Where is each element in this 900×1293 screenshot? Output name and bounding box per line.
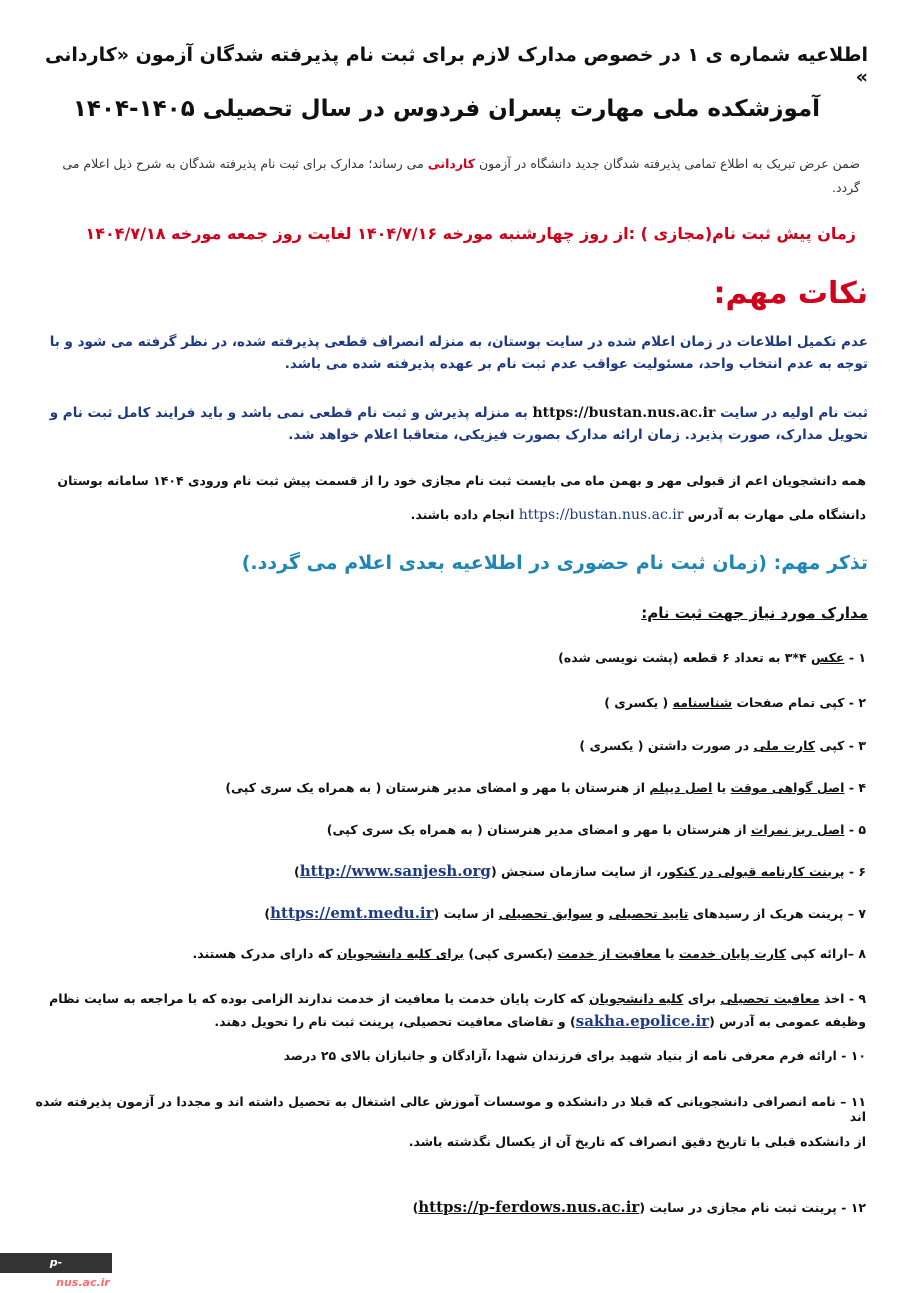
sakha-link[interactable]: sakha.epolice.ir <box>575 1012 710 1030</box>
item-key: تایید تحصیلی <box>608 906 689 921</box>
note-2-text: ثبت نام اولیه در سایت <box>720 405 868 421</box>
intro-text: ضمن عرض تبریک به اطلاع تمامی پذیرفته شدگان جدید دانشگاه در آزمون <box>474 156 860 171</box>
item-key: کلیه دانشجویان <box>589 991 684 1006</box>
item-text: ۵ - <box>848 822 866 837</box>
item-key: اصل ریز نمرات <box>750 822 845 837</box>
intro-text-end: می رساند؛ مدارک برای ثبت نام پذیرفته شدگان به شرح ذیل اعلام می گردد. <box>62 156 860 195</box>
note-1: عدم تکمیل اطلاعات در زمان اعلام شده در سایت بوستان، به منزله انصراف قطعی پذیرفته شده، در نظر گرفته می شود و با توجه به عدم انتخاب واحد، مسئولیت عواقب عدم ثبت نام بر عهده پذیرفته شده می باشد. <box>49 334 868 372</box>
doc-item-10: ۱۰ - ارائه فرم معرفی نامه از بنیاد شهید برای فرزندان شهدا ،آزادگان و جانبازان بالای ۲۵ درصد <box>283 1048 866 1063</box>
doc-item-9 <box>32 988 866 1033</box>
item-number: ۱ - <box>848 650 866 665</box>
footer-domain-accent: nus.ac.ir <box>56 1276 110 1289</box>
doc-item-12 <box>32 1198 866 1216</box>
item-text: ) و تقاضای معافیت تحصیلی، پرینت ثبت نام را تحویل دهند. <box>214 1014 576 1029</box>
bustan-link-2[interactable]: https://bustan.nus.ac.ir <box>518 507 684 523</box>
item-text: ( یکسری ) <box>604 695 669 710</box>
item-text: یا <box>716 780 727 795</box>
item-key: معافیت از خدمت <box>557 946 661 961</box>
item-text: ) <box>294 864 300 879</box>
doc-item-8 <box>32 946 866 961</box>
item-text: از سایت ( <box>433 906 495 921</box>
item-key: سوابق تحصیلی <box>498 906 593 921</box>
note-3-text: همه دانشجویان اعم از قبولی مهر و بهمن ماه می بایست ثبت نام مجازی خود را از قسمت پیش ثبت نام ورودی ۱۴۰۴ سامانه بوستان دانشگاه ملی مهارت به آدرس <box>57 473 866 522</box>
ferdows-link[interactable]: https://p-ferdows.nus.ac.ir <box>418 1198 640 1216</box>
item-text: از هنرستان با مهر و امضای مدیر هنرستان ( به همراه یک سری کپی) <box>225 780 646 795</box>
item-text: و <box>596 906 605 921</box>
item-key: معافیت تحصیلی <box>720 991 820 1006</box>
doc-item-11-cont: از دانشکده قبلی با تاریخ دقیق انصراف که تاریخ آن از یکسال نگذشته باشد. <box>408 1134 866 1149</box>
item-text: برای <box>687 991 716 1006</box>
bustan-link[interactable]: https://bustan.nus.ac.ir <box>532 405 716 421</box>
item-text: ۸ –ارائه کپی <box>790 946 866 961</box>
item-key: اصل گواهی موقت <box>730 780 845 795</box>
item-key: پرینت کارنامه قبولی در کنکور <box>660 864 845 879</box>
documents-heading: مدارک مورد نیاز جهت ثبت نام: <box>641 604 868 622</box>
footer-domain: p-ferdows. <box>2 1256 63 1289</box>
reminder: تذکر مهم: (زمان ثبت نام حضوری در اطلاعیه بعدی اعلام می گردد.) <box>241 552 868 574</box>
doc-item-5 <box>32 822 866 837</box>
doc-item-2 <box>32 695 866 710</box>
item-text: یا <box>665 946 675 961</box>
item-text: ) <box>412 1200 419 1215</box>
item-key: کارت پایان خدمت <box>678 946 786 961</box>
footer-watermark <box>0 1253 112 1289</box>
item-text: که دارای مدرک هستند. <box>192 946 333 961</box>
item-key: برای کلیه دانشجویان <box>336 946 464 961</box>
doc-item-11: ۱۱ – نامه انصرافی دانشجویانی که قبلا در دانشکده و موسسات آموزش عالی اشتغال به تحصیل داشته اند و مجددا در آزمون پذیرفته شده اند <box>35 1094 866 1124</box>
item-key: شناسنامه <box>672 695 733 710</box>
doc-item-3 <box>32 738 866 753</box>
item-text: ، از سایت سازمان سنجش ( <box>490 864 661 879</box>
note-3-text-end: انجام داده باشند. <box>410 507 515 522</box>
intro-paragraph <box>32 152 860 200</box>
item-text: ۶ - <box>848 864 866 879</box>
item-text: ۱۲ - پرینت ثبت نام مجازی در سایت ( <box>639 1200 866 1215</box>
doc-item-6 <box>32 862 866 880</box>
emt-link[interactable]: https://emt.medu.ir <box>270 904 434 922</box>
item-key: عکس <box>810 650 845 665</box>
item-key: اصل دیپلم <box>649 780 713 795</box>
item-text: که کارت پایان خدمت یا معافیت از خدمت ندارند الزامی بوده که با مراجعه به سایت نظام وظیفه عمومی به آدرس ( <box>49 991 866 1029</box>
doc-item-1 <box>32 650 866 665</box>
item-text: ) <box>264 906 271 921</box>
note-3 <box>32 464 866 532</box>
note-2 <box>32 402 868 446</box>
note-2-text-end: به منزله پذیرش و ثبت نام قطعی نمی باشد و باید فرایند کامل ثبت نام و تحویل مدارک، صورت پذیرد. زمان ارائه مدارک بصورت فیزیکی، متعاقبا اعلام خواهد شد. <box>49 405 868 443</box>
institute-title: آموزشکده ملی مهارت پسران فردوس در سال تحصیلی ۱۴۰۵-۱۴۰۴ <box>72 96 820 122</box>
intro-highlight: کاردانی <box>427 156 475 171</box>
item-key: کارت ملی <box>753 738 816 753</box>
item-text: از هنرستان با مهر و امضای مدیر هنرستان ( به همراه یک سری کپی) <box>326 822 747 837</box>
item-text: (یکسری کپی) <box>468 946 554 961</box>
item-text: ۹ - اخذ <box>823 991 866 1006</box>
notes-heading: نکات مهم: <box>713 276 868 311</box>
doc-item-7 <box>32 904 866 922</box>
doc-item-4 <box>32 780 866 795</box>
item-text: ۷ – پرینت هریک از رسیدهای <box>692 906 866 921</box>
item-text: ۴*۳ به تعداد ۶ قطعه (پشت نویسی شده) <box>558 650 807 665</box>
sanjesh-link[interactable]: http://www.sanjesh.org <box>299 862 491 880</box>
item-text: در صورت داشتن ( یکسری ) <box>579 738 750 753</box>
item-text: ۲ - کپی تمام صفحات <box>736 695 866 710</box>
announcement-title: اطلاعیه شماره ی ۱ در خصوص مدارک لازم برای ثبت نام پذیرفته شدگان آزمون «کاردانی » <box>45 44 868 88</box>
item-text: ۴ - <box>848 780 866 795</box>
item-text: ۳ - کپی <box>819 738 866 753</box>
pre-registration-time: زمان پیش ثبت نام(مجازی ) :از روز چهارشنبه مورخه ۱۴۰۴/۷/۱۶ لغایت روز جمعه مورخه ۱۴۰۴/۷/۱۸ <box>85 224 856 243</box>
